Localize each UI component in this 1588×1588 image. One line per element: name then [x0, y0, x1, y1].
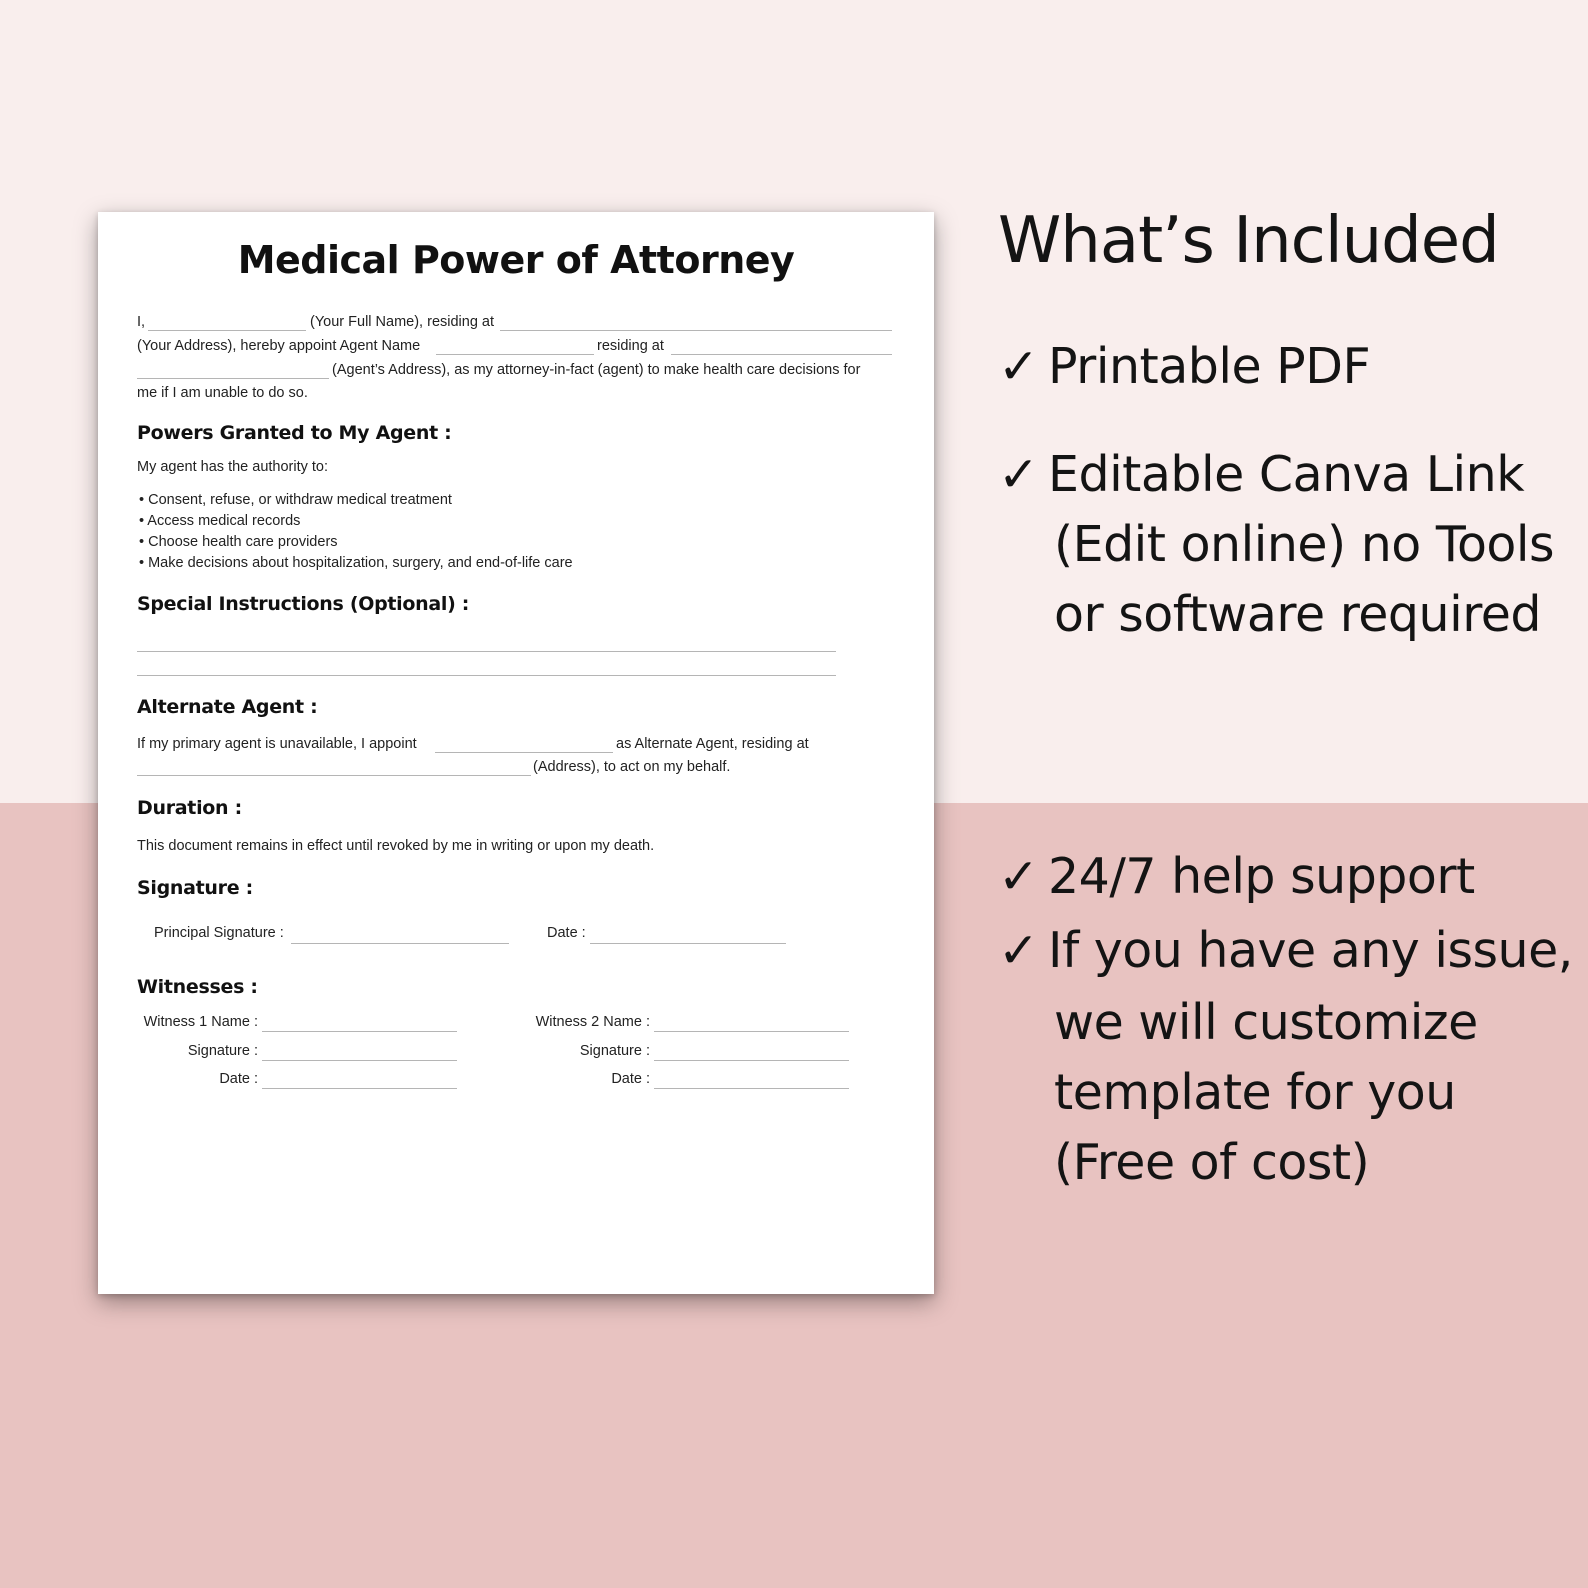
feature-line: (Edit online) no Tools [1054, 516, 1555, 573]
special-instructions-heading: Special Instructions (Optional) : [137, 593, 470, 615]
feature-printable-pdf [998, 338, 1370, 395]
intro-line2-mid: residing at [597, 338, 664, 354]
witness2-date-label: Date : [611, 1071, 650, 1087]
checkmark-icon: ✓ [998, 922, 1039, 979]
intro-line1-mid: (Your Full Name), residing at [310, 314, 495, 330]
witnesses-heading: Witnesses : [137, 976, 258, 998]
alternate-address-blank [137, 775, 531, 776]
checkmark-icon: ✓ [998, 338, 1039, 395]
feature-line: If you have any issue, [1048, 922, 1573, 979]
feature-line: we will customize [1054, 994, 1478, 1051]
agent-address-blank [137, 378, 329, 379]
witness1-name-blank [262, 1031, 457, 1032]
intro-line3: (Agent’s Address), as my attorney-in-fact (agent) to make health care decisions for [332, 362, 861, 378]
feature-line: Editable Canva Link [1048, 446, 1525, 503]
document-title: Medical Power of Attorney [237, 238, 795, 282]
feature-help-support [998, 848, 1475, 905]
witness1-signature-label: Signature : [187, 1043, 258, 1059]
agent-residence-blank [671, 354, 892, 355]
witness2-signature-blank [654, 1060, 849, 1061]
feature-line: template for you [1054, 1064, 1456, 1121]
powers-item: • Choose health care providers [139, 534, 338, 550]
duration-text: This document remains in effect until revoked by me in writing or upon my death. [137, 838, 655, 854]
special-instructions-line [137, 675, 836, 676]
feature-customization [998, 922, 1573, 979]
address-blank [500, 330, 892, 331]
alternate-agent-name-blank [435, 752, 613, 753]
alternate-line1-start: If my primary agent is unavailable, I appoint [137, 736, 417, 752]
signature-date-blank [590, 943, 786, 944]
feature-line: Printable PDF [1048, 338, 1371, 395]
intro-line4: me if I am unable to do so. [137, 385, 308, 401]
checkmark-icon: ✓ [998, 446, 1039, 503]
special-instructions-line [137, 651, 836, 652]
document-preview [98, 212, 934, 1294]
witness1-signature-blank [262, 1060, 457, 1061]
full-name-blank [148, 330, 306, 331]
whats-included-heading: What’s Included [998, 204, 1499, 278]
intro-line2-start: (Your Address), hereby appoint Agent Name [137, 338, 421, 354]
feature-line: (Free of cost) [1054, 1134, 1370, 1191]
witness2-signature-label: Signature : [579, 1043, 650, 1059]
alternate-line2-end: (Address), to act on my behalf. [533, 759, 731, 775]
powers-item: • Consent, refuse, or withdraw medical treatment [139, 492, 452, 508]
witness2-name-blank [654, 1031, 849, 1032]
witness1-date-blank [262, 1088, 457, 1089]
feature-editable-canva-link [998, 446, 1524, 503]
powers-heading: Powers Granted to My Agent : [137, 422, 452, 444]
checkmark-icon: ✓ [998, 848, 1039, 905]
witness1-name-label: Witness 1 Name : [143, 1014, 258, 1030]
witness1-date-label: Date : [219, 1071, 258, 1087]
witness2-name-label: Witness 2 Name : [535, 1014, 650, 1030]
powers-intro: My agent has the authority to: [137, 459, 329, 475]
powers-item: • Make decisions about hospitalization, surgery, and end-of-life care [139, 555, 573, 571]
alternate-agent-heading: Alternate Agent : [137, 696, 318, 718]
duration-heading: Duration : [137, 797, 242, 819]
alternate-line1-end: as Alternate Agent, residing at [616, 736, 809, 752]
signature-heading: Signature : [137, 877, 253, 899]
feature-line: or software required [1054, 586, 1542, 643]
principal-signature-label: Principal Signature : [154, 925, 284, 941]
signature-date-label: Date : [547, 925, 586, 941]
principal-signature-blank [291, 943, 509, 944]
feature-line: 24/7 help support [1048, 848, 1475, 905]
powers-item: • Access medical records [139, 513, 301, 529]
intro-line1-start: I, [137, 314, 146, 330]
witness2-date-blank [654, 1088, 849, 1089]
agent-name-blank [436, 354, 594, 355]
